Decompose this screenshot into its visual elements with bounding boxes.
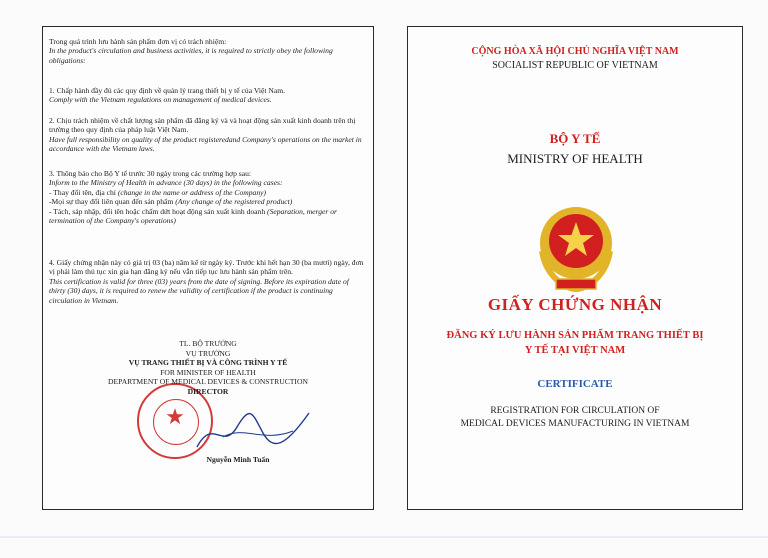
obligation-3a-en: (change in the name or address of the Company) <box>117 187 267 197</box>
sig-line-3: VỤ TRANG THIẾT BỊ VÀ CÔNG TRÌNH Y TẾ <box>128 358 288 368</box>
sig-line-4: FOR MINISTER OF HEALTH <box>160 367 256 377</box>
certificate-title-vi: GIẤY CHỨNG NHẬN <box>487 295 663 314</box>
obligation-1 <box>49 86 367 105</box>
obligation-3b-vi: -Mọi sự thay đổi liên quan đến sản phẩm <box>49 197 174 207</box>
certificate-subtitle-vi-2: Y TẾ TẠI VIỆT NAM <box>524 345 626 356</box>
obligation-2-vi: 2. Chịu trách nhiệm về chất lượng sản phẩm đã đăng ký và và hoạt động sản xuất kinh doanh trên thị trường theo quy định của pháp luật Việt Nam. <box>49 116 356 135</box>
obligation-3c-en: (Separation, merger or termination of the Company's operations) <box>49 206 337 226</box>
obligation-3a <box>49 188 367 197</box>
page-bottom-divider <box>0 536 768 538</box>
handwritten-signature <box>193 407 313 455</box>
sig-line-2: VỤ TRƯỞNG <box>185 348 231 358</box>
obligation-3-vi: 3. Thông báo cho Bộ Y tế trước 30 ngày trong các trường hợp sau: <box>49 169 251 178</box>
obligation-3c-vi: - Tách, sáp nhập, đổi tên hoặc chấm dứt hoạt động sản xuất kinh doanh <box>49 206 266 216</box>
obligation-4-en: This certification is valid for three (03) years from the date of signing. Before its expiration date of thirty (30) days, it is required to renew the validity of certification if the product is continuing circulation in Vietnam. <box>49 276 349 305</box>
obligation-2 <box>49 116 367 154</box>
obligation-1-en: Comply with the Vietnam regulations on management of medical devices. <box>49 95 272 105</box>
national-emblem-icon <box>526 193 626 303</box>
intro-vi: Trong quá trình lưu hành sản phẩm đơn vị có trách nhiệm: <box>49 37 227 46</box>
obligation-3b <box>49 197 367 206</box>
signature-block <box>43 339 373 397</box>
intro-block <box>49 37 367 65</box>
signer-name: Nguyễn Minh Tuấn <box>206 455 270 464</box>
country-name-en: SOCIALIST REPUBLIC OF VIETNAM <box>492 60 658 71</box>
ministry-name-vi: BỘ Y TẾ <box>549 131 601 146</box>
seal-star-icon: ★ <box>165 405 185 430</box>
sig-line-6: DIRECTOR <box>187 386 229 396</box>
certificate-cover <box>407 26 743 510</box>
ministry-name-en: MINISTRY OF HEALTH <box>507 151 643 166</box>
obligation-3a-vi: - Thay đổi tên, địa chỉ <box>49 187 116 197</box>
sig-line-5: DEPARTMENT OF MEDICAL DEVICES & CONSTRUCTION <box>108 377 308 387</box>
intro-en: In the product's circulation and business activities, it is required to strictly obey the following obligations: <box>49 46 333 65</box>
obligation-4-vi: 4. Giấy chứng nhận này có giá trị 03 (ba) năm kể từ ngày ký. Trước khi hết hạn 30 (ba mươi) ngày, đơn vị phải làm thủ tục xin gia hạn đăng ký nếu vẫn tiếp tục lưu hành sản phẩm trên. <box>49 258 364 277</box>
country-name-vi: CỘNG HÒA XÃ HỘI CHỦ NGHĨA VIỆT NAM <box>471 46 679 57</box>
obligation-1-vi: 1. Chấp hành đầy đủ các quy định về quản lý trang thiết bị y tế của Việt Nam. <box>49 86 286 95</box>
sig-line-1: TL. BỘ TRƯỞNG <box>179 339 237 348</box>
obligation-3c <box>49 207 367 226</box>
obligation-4 <box>49 258 367 305</box>
obligation-3 <box>49 169 367 225</box>
obligation-3b-en: (Any change of the registered product) <box>175 197 293 207</box>
certificate-subtitle-en-2: MEDICAL DEVICES MANUFACTURING IN VIETNAM <box>460 419 690 429</box>
certificate-subtitle-en-1: REGISTRATION FOR CIRCULATION OF <box>490 406 660 416</box>
certificate-title-en: CERTIFICATE <box>537 378 613 390</box>
obligation-2-en: Have full responsibility on quality of the product registeredand Company's operations on the market in accordance with the Vietnam laws. <box>49 134 362 154</box>
obligation-3-en: Inform to the Ministry of Health in advance (30 days) in the following cases: <box>49 178 283 188</box>
obligations-page <box>42 26 374 510</box>
certificate-subtitle-vi-1: ĐĂNG KÝ LƯU HÀNH SẢN PHẨM TRANG THIẾT BỊ <box>446 330 704 341</box>
